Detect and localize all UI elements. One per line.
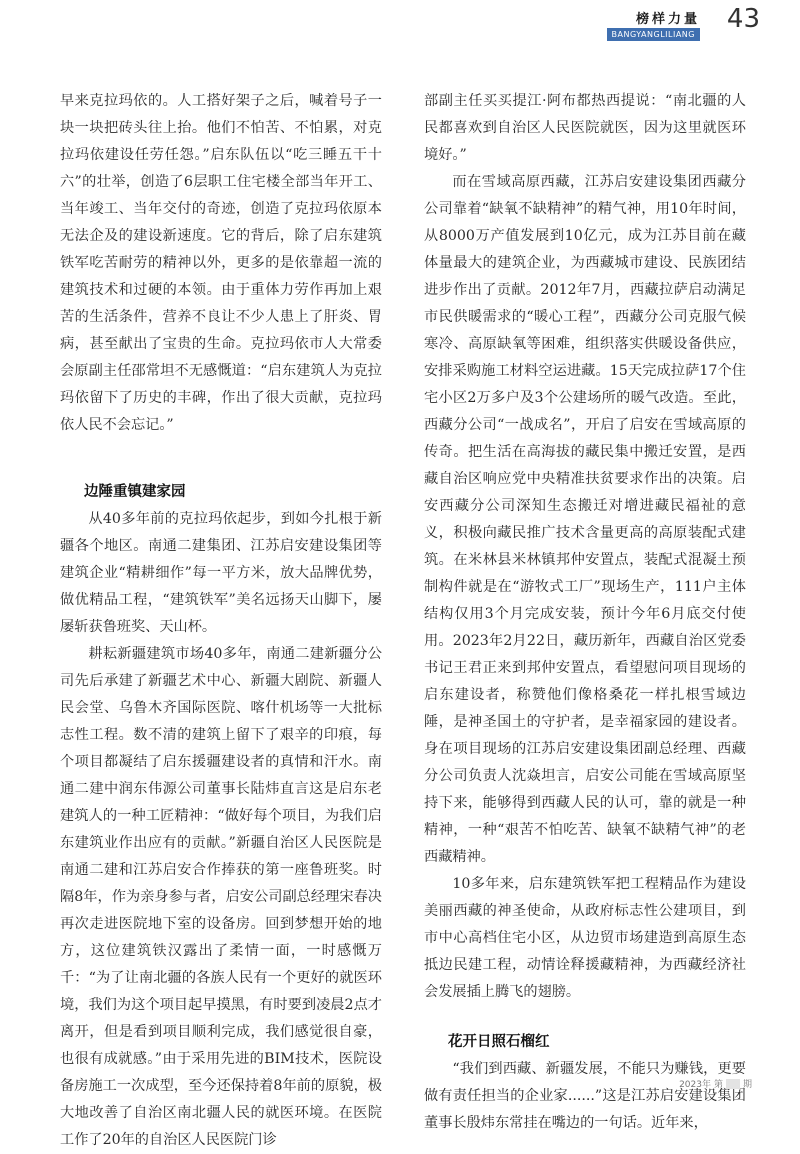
section-spacer xyxy=(424,1006,746,1029)
paragraph: 10多年来，启东建筑铁军把工程精品作为建设美丽西藏的神圣使命，从政府标志性公建项目，到市中心高档住宅小区，从边贸市场建造到高原生态抵边民建工程，动情诠释援藏精神，为西藏经济社会发展插上腾飞的翅膀。 xyxy=(424,876,746,1000)
paragraph: 早来克拉玛依的。人工搭好架子之后，喊着号子一块一块把砖头往上抬。他们不怕苦、不怕累，对克拉玛依建设任劳任怨。”启东队伍以“吃三睡五干十六”的壮举，创造了6层职工住宅楼全部当年开工、当年竣工、当年交付的奇迹，创造了克拉玛依原本无法企及的建设新速度。它的背后，除了启东建筑铁军吃苦耐劳的精神以外，更多的是依靠超一流的建筑技术和过硬的本领。由于重体力劳作再加上艰苦的生活条件，营养不良让不少人患上了肝炎、胃病，甚至献出了宝贵的生命。克拉玛依市人大常委会原副主任邵常坦不无感慨道：“启东建筑人为克拉玛依留下了历史的丰碑，作出了很大贡献，克拉玛依人民不会忘记。” xyxy=(60,93,382,433)
paragraph: “我们到西藏、新疆发展，不能只为赚钱，更要做有责任担当的企业家......”这是江苏启安建设集团董事长殷炜东常挂在嘴边的一句话。近年来， xyxy=(424,1061,746,1131)
right-column xyxy=(424,88,746,1137)
paragraph: 从40多年前的克拉玛依起步，到如今扎根于新疆各个地区。南通二建集团、江苏启安建设集团等建筑企业“精耕细作”每一平方米，放大品牌优势，做优精品工程，“建筑铁军”美名远扬天山脚下，屡屡斩获鲁班奖、天山杯。 xyxy=(60,511,382,635)
magazine-brand-subtitle: BANGYANGLILIANG xyxy=(607,28,700,41)
section-spacer xyxy=(60,439,382,479)
page-number: 43 xyxy=(726,4,760,34)
page-header xyxy=(580,6,760,50)
issue-year: 2023年 xyxy=(679,1080,711,1090)
issue-suffix: 期 xyxy=(742,1080,752,1090)
left-column xyxy=(60,88,382,1154)
magazine-brand-title: 榜样力量 xyxy=(635,12,700,27)
issue-prefix: 第 xyxy=(713,1080,723,1090)
issue-number-box xyxy=(726,1079,740,1089)
page-footer xyxy=(679,1077,752,1090)
paragraph: 而在雪域高原西藏，江苏启安建设集团西藏分公司靠着“缺氧不缺精神”的精气神，用10年时间，从8000万产值发展到10亿元，成为江苏目前在藏体量最大的建筑企业，为西藏城市建设、民族团结进步作出了贡献。2012年7月，西藏拉萨启动满足市民供暖需求的“暖心工程”，西藏分公司克服气候寒冷、高原缺氧等困难，组织落实供暖设备供应，安排采购施工材料空运进藏。15天完成拉萨17个住宅小区2万多户及3个公建场所的暖气改造。至此，西藏分公司“一战成名”，开启了启安在雪域高原的传奇。把生活在高海拔的藏民集中搬迁安置，是西藏自治区响应党中央精准扶贫要求作出的决策。启安西藏分公司深知生态搬迁对增进藏民福祉的意义，积极向藏民推广技术含量更高的高原装配式建筑。在米林县米林镇邦仲安置点，装配式混凝土预制构件就是在“游牧式工厂”现场生产，111户主体结构仅用3个月完成安装，预计今年6月底交付使用。2023年2月22日，藏历新年，西藏自治区党委书记王君正来到邦仲安置点，看望慰问项目现场的启东建设者，称赞他们像格桑花一样扎根雪域边陲，是神圣国土的守护者，是幸福家园的建设者。身在项目现场的江苏启安建设集团副总经理、西藏分公司负责人沈焱坦言，启安公司能在雪域高原坚持下来，能够得到西藏人民的认可，靠的就是一种精神，一种“艰苦不怕吃苦、缺氧不缺精气神”的老西藏精神。 xyxy=(424,174,746,865)
section-heading: 边陲重镇建家园 xyxy=(84,484,186,500)
section-heading: 花开日照石榴红 xyxy=(448,1034,550,1050)
paragraph: 耕耘新疆建筑市场40多年，南通二建新疆分公司先后承建了新疆艺术中心、新疆大剧院、新疆人民会堂、乌鲁木齐国际医院、喀什机场等一大批标志性工程。数不清的建筑上留下了艰辛的印痕，每个项目都凝结了启东援疆建设者的真情和汗水。南通二建中润东伟源公司董事长陆炜直言这是启东老建筑人的一种工匠精神：“做好每个项目，为我们启东建筑业作出应有的贡献。”新疆自治区人民医院是南通二建和江苏启安合作捧获的第一座鲁班奖。时隔8年，作为亲身参与者，启安公司副总经理宋春决再次走进医院地下室的设备房。回到梦想开始的地方，这位建筑铁汉露出了柔情一面，一时感慨万千：“为了让南北疆的各族人民有一个更好的就医环境，我们为这个项目起早摸黑，有时要到凌晨2点才离开，但是看到项目顺利完成，我们感觉很自豪，也很有成就感。”由于采用先进的BIM技术，医院设备房施工一次成型，至今还保持着8年前的原貌，极大地改善了自治区南北疆人民的就医环境。在医院工作了20年的自治区人民医院门诊 xyxy=(60,646,382,1148)
paragraph: 部副主任买买提江·阿布都热西提说：“南北疆的人民都喜欢到自治区人民医院就医，因为这里就医环境好。” xyxy=(424,93,746,163)
